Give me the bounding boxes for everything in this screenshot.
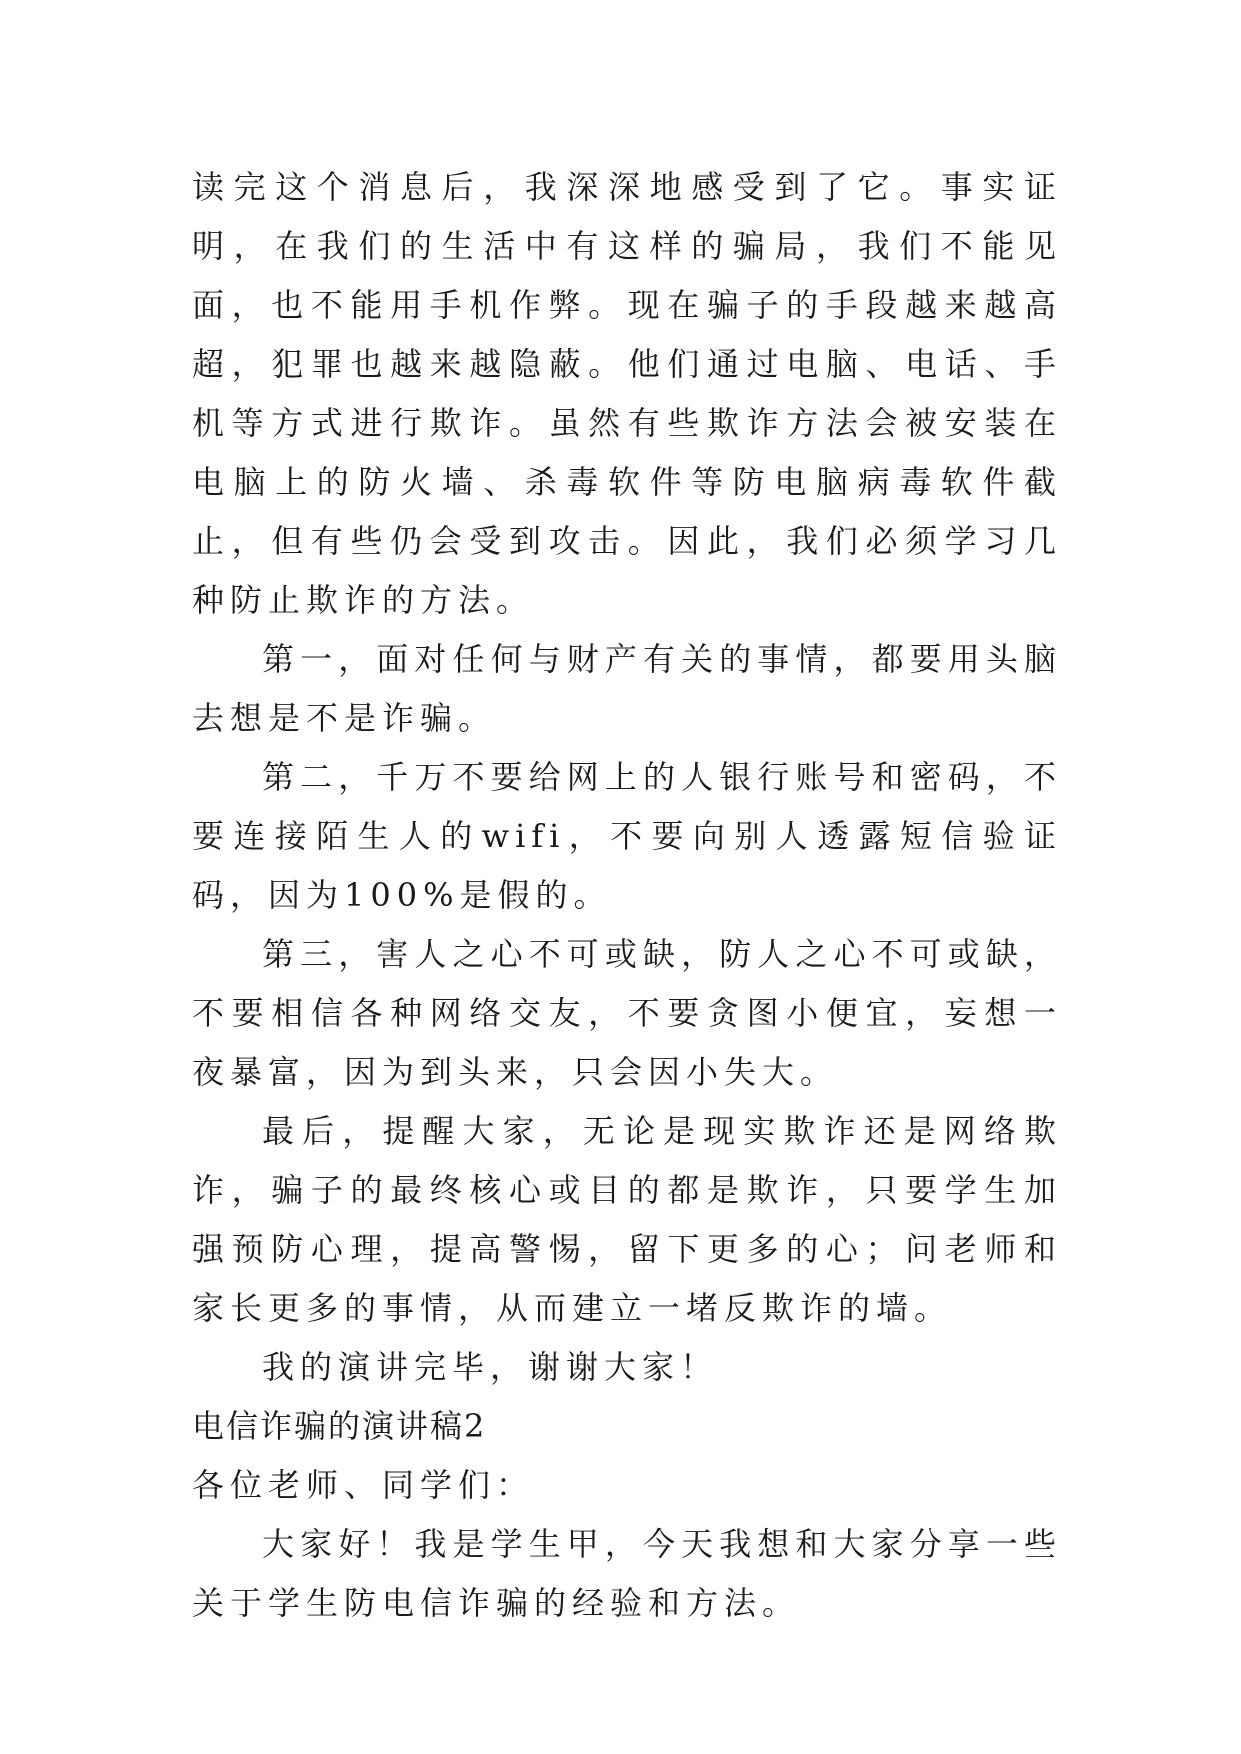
paragraph-conclusion: 最后，提醒大家，无论是现实欺诈还是网络欺诈，骗子的最终核心或目的都是欺诈，只要学生加强预防心理，提高警惕，留下更多的心；问老师和家长更多的事情，从而建立一堵反欺诈的墙。 xyxy=(192,1112,1062,1327)
document-body xyxy=(192,158,1062,1633)
paragraph-closing: 我的演讲完毕，谢谢大家！ xyxy=(262,1348,719,1386)
paragraph-continuation: 读完这个消息后，我深深地感受到了它。事实证明，在我们的生活中有这样的骗局，我们不能见面，也不能用手机作弊。现在骗子的手段越来越高超，犯罪也越来越隐蔽。他们通过电脑、电话、手机等方式进行欺诈。虽然有些欺诈方法会被安装在电脑上的防火墙、杀毒软件等防电脑病毒软件截止，但有些仍会受到攻击。因此，我们必须学习几种防止欺诈的方法。 xyxy=(192,168,1062,619)
salutation: 各位老师、同学们： xyxy=(192,1466,535,1504)
section-heading: 电信诈骗的演讲稿2 xyxy=(192,1407,487,1445)
paragraph-point-two: 第二，千万不要给网上的人银行账号和密码，不要连接陌生人的wifi，不要向别人透露短信验证码，因为100%是假的。 xyxy=(192,758,1062,914)
paragraph-point-three: 第三，害人之心不可或缺，防人之心不可或缺，不要相信各种网络交友，不要贪图小便宜，妄想一夜暴富，因为到头来，只会因小失大。 xyxy=(192,935,1062,1091)
paragraph-point-one: 第一，面对任何与财产有关的事情，都要用头脑去想是不是诈骗。 xyxy=(192,640,1062,737)
paragraph-greeting: 大家好！我是学生甲，今天我想和大家分享一些关于学生防电信诈骗的经验和方法。 xyxy=(192,1525,1062,1622)
